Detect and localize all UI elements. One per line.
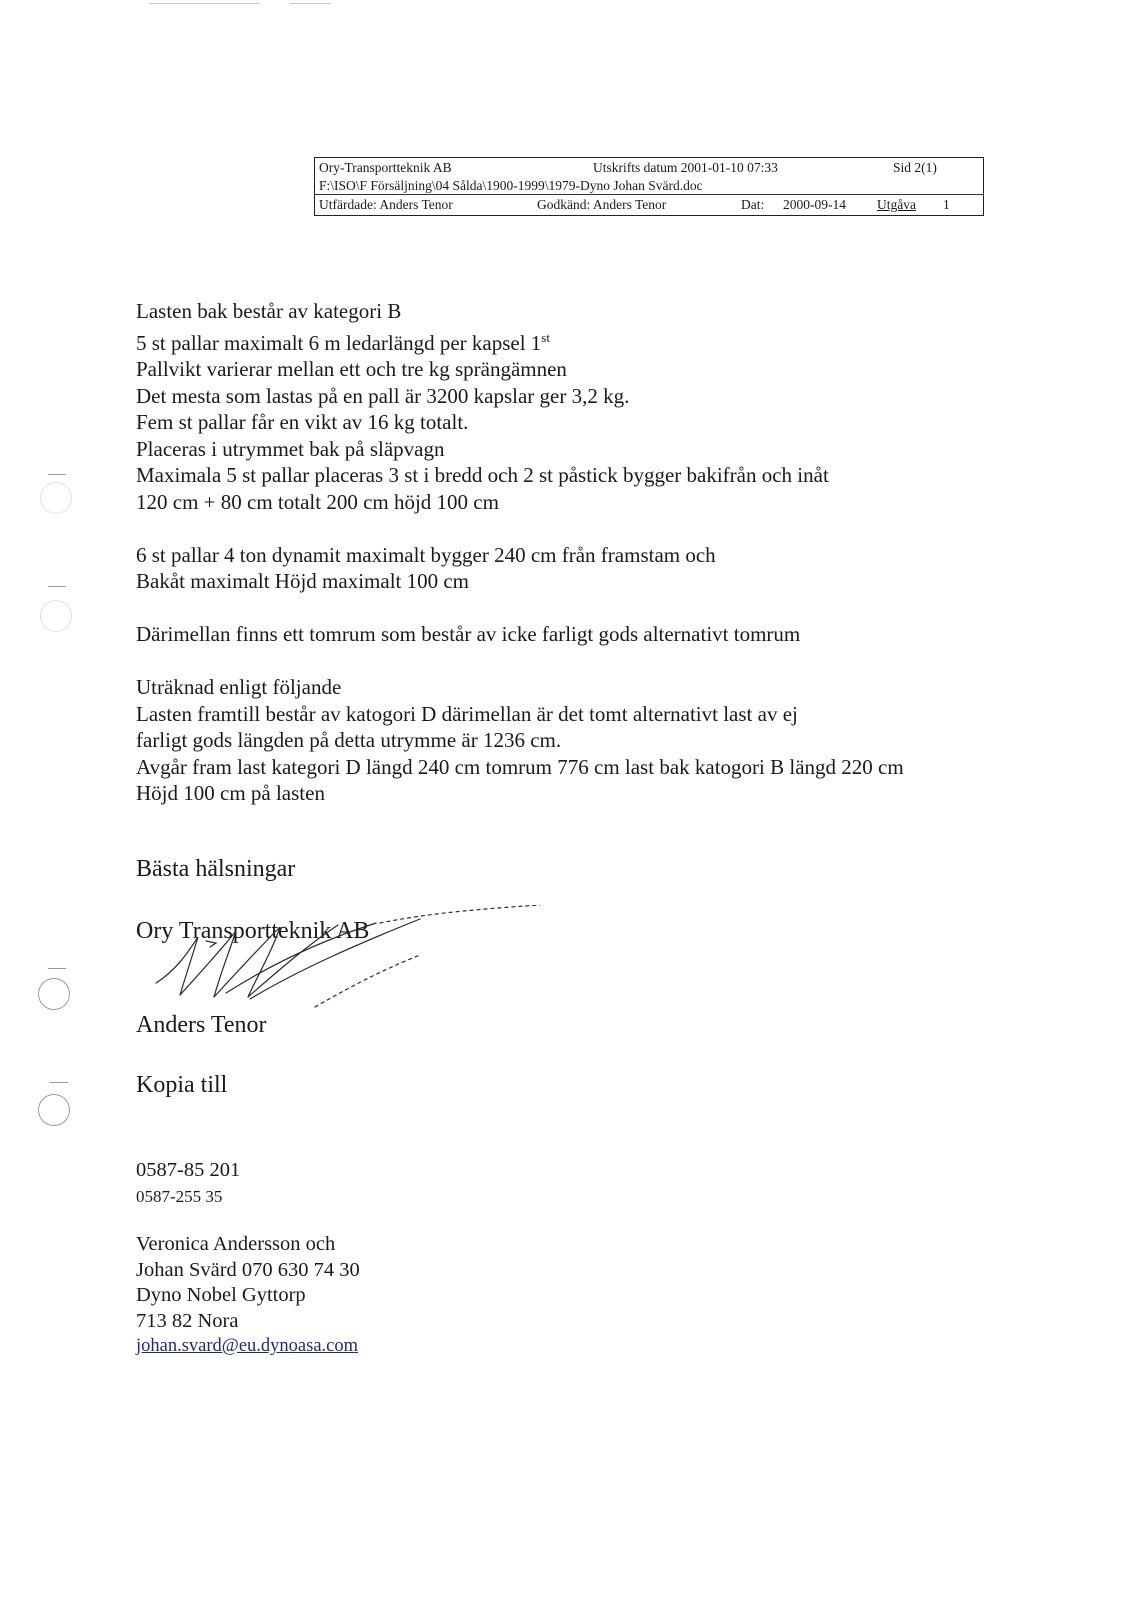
body-line: Lasten bak består av kategori B [136, 299, 402, 323]
header-edition-label: Utgåva [877, 197, 916, 212]
header-date-value: 2000-09-14 [783, 197, 846, 212]
binder-hole [40, 600, 72, 632]
binder-mark [48, 586, 66, 587]
email-link[interactable]: johan.svard@eu.dynoasa.com [136, 1336, 359, 1356]
scan-edge-line [150, 3, 260, 4]
closing-greeting: Bästa hälsningar [136, 856, 296, 882]
letter-body [136, 298, 1036, 807]
header-print-date: Utskrifts datum 2001-01-10 07:33 [593, 160, 778, 175]
header-row-3 [315, 194, 983, 213]
header-approved-by: Godkänd: Anders Tenor [537, 197, 667, 212]
body-line: Maximala 5 st pallar placeras 3 st i bredd och 2 st påstick bygger bakifrån och inåt [136, 463, 829, 487]
binder-mark [48, 474, 66, 475]
header-company: Ory-Transportteknik AB [319, 160, 452, 175]
body-superscript: st [541, 329, 550, 345]
body-line: Uträknad enligt följande [136, 675, 342, 699]
body-line: 6 st pallar 4 ton dynamit maximalt bygger 240 cm från framstam och [136, 542, 716, 567]
body-line: Placeras i utrymmet bak på släpvagn [136, 436, 445, 461]
body-line-text: 5 st pallar maximalt 6 m ledarlängd per kapsel 1 [136, 330, 542, 355]
body-line: farligt gods längden på detta utrymme är 1236 cm. [136, 728, 562, 752]
body-line: Bakåt maximalt Höjd maximalt 100 cm [136, 569, 470, 593]
body-line: Det mesta som lastas på en pall är 3200 kapslar ger 3,2 kg. [136, 383, 630, 408]
closing-company: Ory Transportteknik AB [136, 918, 370, 944]
header-row-1 [315, 158, 983, 176]
body-line [136, 325, 1036, 357]
copy-to-heading: Kopia till [136, 1072, 228, 1098]
header-issued-by: Utfärdade: Anders Tenor [319, 197, 453, 212]
document-header [314, 157, 984, 216]
phone-number: 0587-85 201 [136, 1159, 241, 1181]
signer-name: Anders Tenor [136, 1012, 267, 1038]
header-edition-value: 1 [943, 197, 950, 212]
binder-hole [38, 978, 70, 1010]
binder-mark [48, 968, 66, 969]
recipient-line: 713 82 Nora [136, 1309, 239, 1332]
recipient-line: Johan Svärd 070 630 74 30 [136, 1258, 360, 1281]
body-line: Avgår fram last kategori D längd 240 cm tomrum 776 cm last bak katogori B längd 220 cm [136, 754, 904, 779]
binder-hole [38, 1094, 70, 1126]
recipient-line: Veronica Andersson och [136, 1233, 336, 1255]
header-date-label: Dat: [741, 197, 765, 212]
body-line: Pallvikt varierar mellan ett och tre kg sprängämnen [136, 357, 567, 381]
recipient-line: Dyno Nobel Gyttorp [136, 1284, 306, 1306]
binder-mark [50, 1082, 68, 1083]
phone-number: 0587-255 35 [136, 1186, 223, 1206]
recipient-block [136, 1232, 360, 1360]
header-file-path: F:\ISO\F Försäljning\04 Sålda\1900-1999\1979-Dyno Johan Svärd.doc [319, 178, 703, 193]
header-page: Sid 2(1) [893, 160, 937, 175]
contact-phones [136, 1158, 240, 1209]
body-line: 120 cm + 80 cm totalt 200 cm höjd 100 cm [136, 489, 499, 514]
header-row-2 [315, 176, 983, 194]
body-line: Fem st pallar får en vikt av 16 kg totalt. [136, 410, 469, 434]
body-line: Höjd 100 cm på lasten [136, 781, 325, 805]
body-line: Därimellan finns ett tomrum som består av icke farligt gods alternativt tomrum [136, 622, 801, 646]
binder-hole [40, 482, 72, 514]
scan-edge-line [290, 3, 330, 4]
body-line: Lasten framtill består av katogori D därimellan är det tomt alternativt last av ej [136, 701, 798, 726]
